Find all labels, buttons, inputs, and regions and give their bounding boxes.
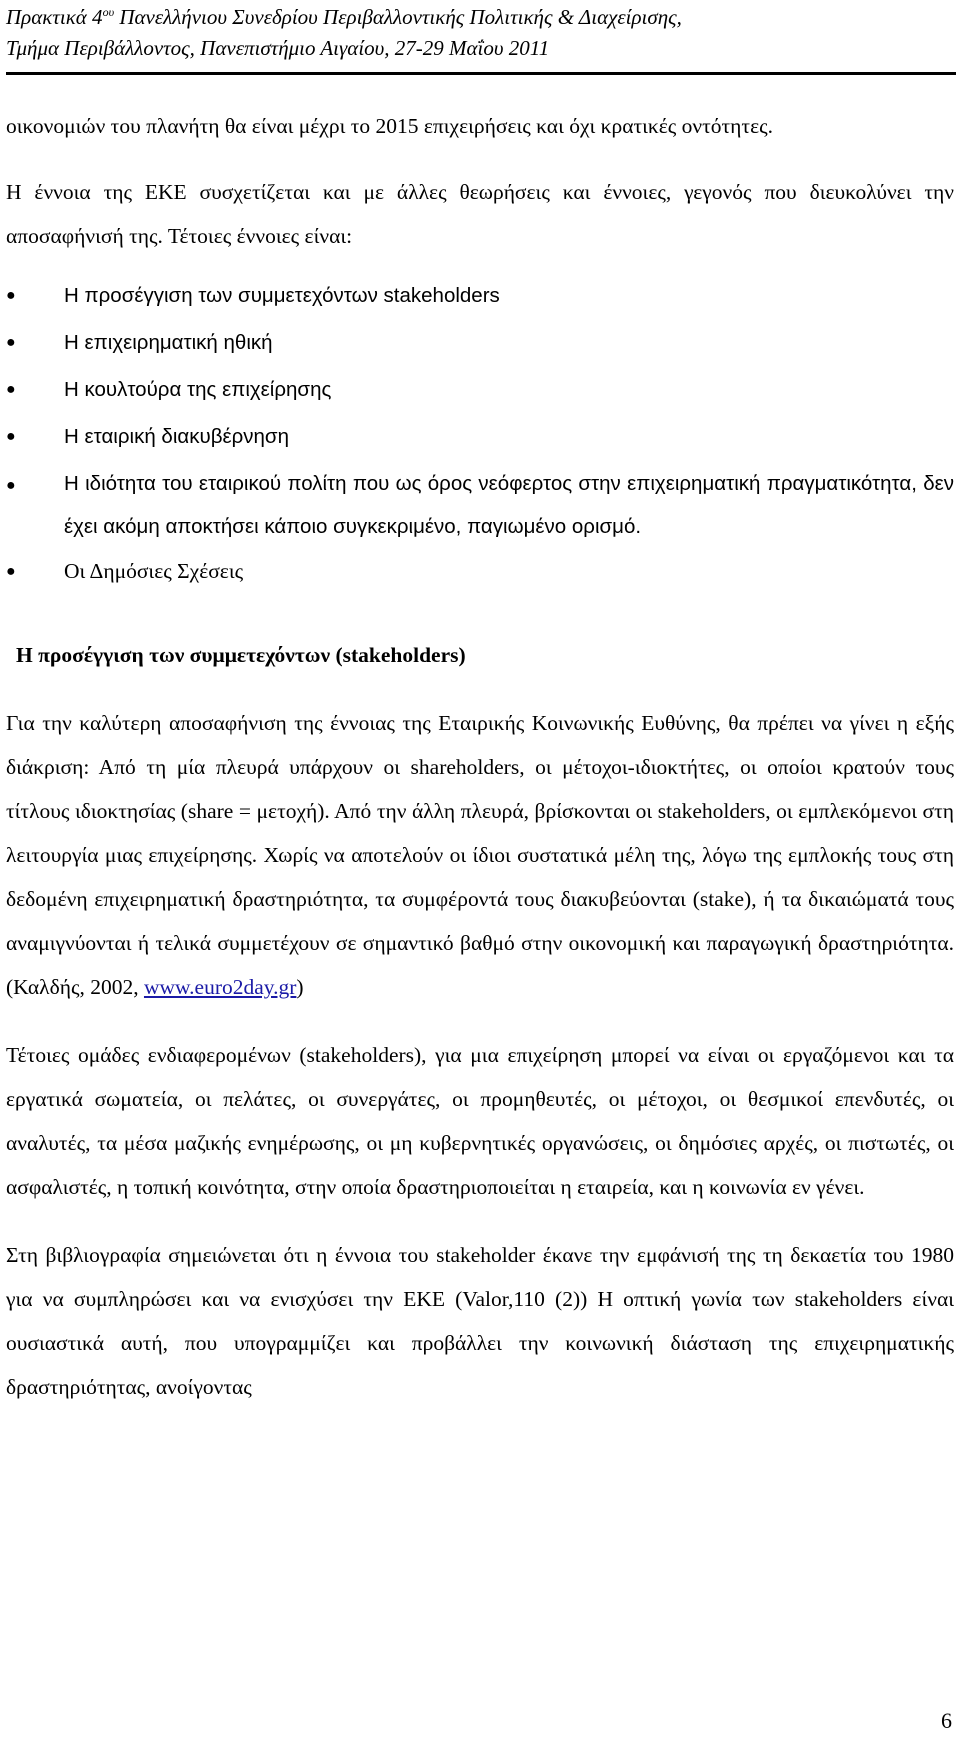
- section-title: Η προσέγγιση των συμμετεχόντων (stakeholders): [16, 643, 466, 667]
- bullet-icon: ●: [6, 563, 16, 580]
- list-item-text: Η ιδιότητα του εταιρικού πολίτη που ως όρος νεόφερτος στην επιχειρηματική πραγματικότητα, δεν έχει ακόμη αποκτήσει κάποιο συγκεκριμένο, παγιωμένο ορισμό.: [64, 472, 954, 538]
- header-superscript: ου: [102, 5, 115, 19]
- header-line-1-start: Πρακτικά 4: [6, 5, 103, 29]
- header-line-2: Τμήμα Περιβάλλοντος, Πανεπιστήμιο Αιγαίου, 27-29 Μαΐου 2011: [6, 36, 550, 60]
- bullet-icon: ●: [6, 381, 16, 398]
- list-item-text: Η προσέγγιση των συμμετεχόντων stakeholders: [64, 284, 500, 307]
- bullet-icon: ●: [6, 334, 16, 351]
- list-item: [6, 462, 954, 548]
- paragraph-3-text: Για την καλύτερη αποσαφήνιση της έννοιας της Εταιρικής Κοινωνικής Ευθύνης, θα πρέπει να γίνει η εξής διάκριση: Από τη μία πλευρά υπάρχουν οι shareholders, οι μέτοχοι-ιδιοκτήτες, οι οποίοι κρατούν τους τίτλους ιδιοκτησίας (share = μετοχή). Από την άλλη πλευρά, βρίσκονται οι stakeholders, οι εμπλεκόμενοι στη λειτουργία μιας επιχείρησης. Χωρίς να αποτελούν οι ίδιοι συστατικά μέλη της, λόγω της εμπλοκής τους στη δεδομένη επιχειρηματική δραστηριότητα, τα συμφέροντά τους διακυβεύονται (stake), ή τα δικαιώματά τους αναμιγνύονται ή τελικά συμμετέχουν σε σημαντικό βαθμό στην οικονομική και παραγωγική δραστηριότητα. (Καλδής, 2002,: [6, 711, 954, 999]
- bullet-icon: ●: [6, 428, 16, 445]
- list-item: [6, 272, 954, 319]
- list-item: [6, 413, 954, 460]
- list-item: [6, 366, 954, 413]
- concept-list: [6, 272, 954, 595]
- paragraph-1: οικονομιών του πλανήτη θα είναι μέχρι το 2015 επιχειρήσεις και όχι κρατικές οντότητες.: [6, 114, 773, 138]
- paragraph-3-closing: ): [296, 975, 304, 999]
- list-item-text: Η εταιρική διακυβέρνηση: [64, 425, 289, 448]
- header-line-1-end: Πανελλήνιου Συνεδρίου Περιβαλλοντικής Πολιτικής & Διαχείρισης,: [114, 5, 682, 29]
- paragraph-2: Η έννοια της ΕΚΕ συσχετίζεται και με άλλες θεωρήσεις και έννοιες, γεγονός που διευκολύνει την αποσαφήνισή της. Τέτοιες έννοιες είναι:: [6, 180, 954, 248]
- list-item-text: Οι Δημόσιες Σχέσεις: [64, 559, 244, 583]
- document-page: [6, 0, 954, 1409]
- list-item: [6, 548, 954, 595]
- paragraph-4: Τέτοιες ομάδες ενδιαφερομένων (stakeholders), για μια επιχείρηση μπορεί να είναι οι εργαζόμενοι και τα εργατικά σωματεία, οι πελάτες, οι συνεργάτες, οι προμηθευτές, οι μέτοχοι, οι θεσμικοί επενδυτές, οι αναλυτές, τα μέσα μαζικής ενημέρωσης, οι μη κυβερνητικές οργανώσεις, οι δημόσιες αρχές, οι πιστωτές, οι ασφαλιστές, η τοπική κοινότητα, στην οποία δραστηριοποιείται η εταιρεία, και η κοινωνία εν γένει.: [6, 1043, 954, 1199]
- list-item-text: Η κουλτούρα της επιχείρησης: [64, 378, 332, 401]
- page-header: [6, 2, 954, 64]
- header-line-1: [6, 2, 954, 33]
- bullet-icon: ●: [6, 287, 16, 304]
- paragraph-3: [6, 701, 954, 1009]
- bullet-icon: ●: [6, 477, 16, 494]
- list-item-text: Η επιχειρηματική ηθική: [64, 331, 273, 354]
- header-divider: [6, 72, 956, 75]
- euro2day-link[interactable]: www.euro2day.gr: [143, 975, 297, 999]
- page-number: 6: [941, 1708, 952, 1733]
- list-item: [6, 319, 954, 366]
- paragraph-5: Στη βιβλιογραφία σημειώνεται ότι η έννοια του stakeholder έκανε την εμφάνισή της τη δεκαετία του 1980 για να συμπληρώσει και να ενισχύσει την ΕΚΕ (Valor,110 (2)) Η οπτική γωνία των stakeholders είναι ουσιαστικά αυτή, που υπογραμμίζει και προβάλλει την κοινωνική διάσταση της επιχειρηματικής δραστηριότητας, ανοίγοντας: [6, 1243, 954, 1399]
